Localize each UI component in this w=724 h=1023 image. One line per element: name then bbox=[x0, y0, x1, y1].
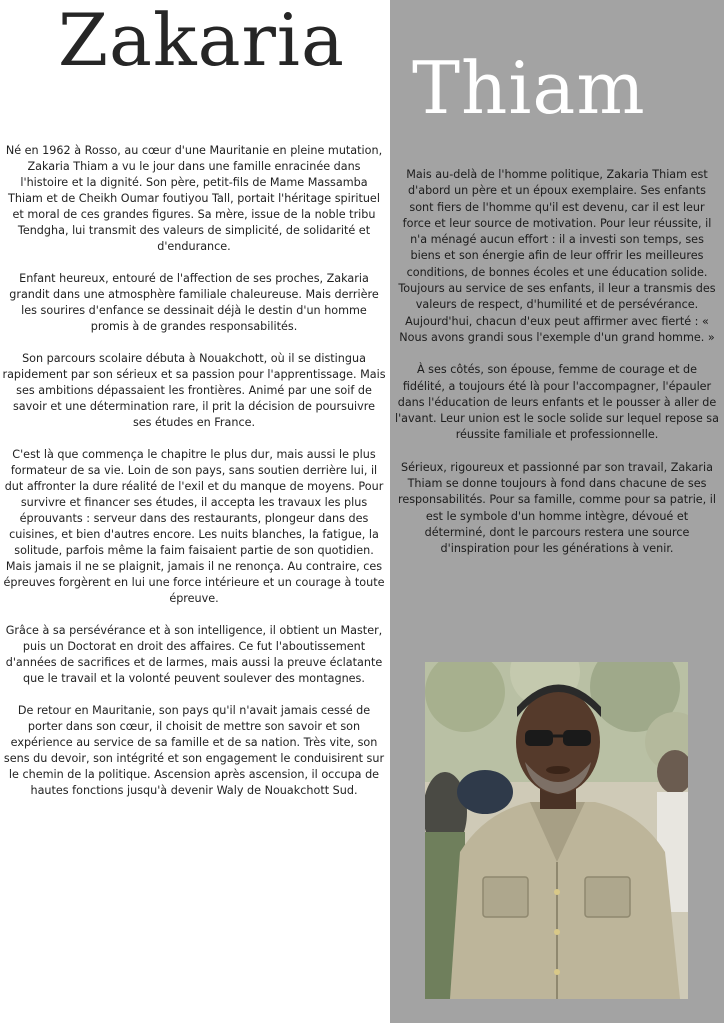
paragraph-spouse: À ses côtés, son épouse, femme de courage et de fidélité, a toujours été là pour l'accompagner, l'épauler dans l'éducation de leurs enfants et le pousser à aller de l'avant. Leur union est le socle solide sur lequel repose sa réussite familiale et professionnelle. bbox=[395, 363, 719, 442]
title-last-name: Thiam bbox=[412, 46, 646, 130]
paragraph-character: Sérieux, rigoureux et passionné par son travail, Zakaria Thiam se donne toujours à fond dans chacune de ses responsabilités. Pour sa famille, comme pour sa patrie, il est le symbole d'un homme intègre, dévoué et déterminé, dont le parcours restera une source d'inspiration pour les générations à venir. bbox=[397, 460, 717, 556]
paragraph-exile: C'est là que commença le chapitre le plus dur, mais aussi le plus formateur de sa vie. Loin de son pays, sans soutien derrière lui, il dut affronter la dure réalité de l'exil et du manque de moyens. Pour survivre et financer ses études, il accepta les travaux les plus éprouvants : serveur dans des restaurants, plongeur dans des cuisines, et bien d'autres encore. Les nuits blanches, la fatigue, la solitude, parfois même la faim faisaient partie de son quotidien. Mais jamais il ne se plaignit, jamais il ne renonça. Au contraire, ces épreuves forgèrent en lui une force intérieure et un courage à toute épreuve. bbox=[3, 448, 385, 605]
portrait-illustration bbox=[425, 662, 688, 999]
right-column bbox=[390, 0, 724, 1023]
paragraph-birth: Né en 1962 à Rosso, au cœur d'une Mauritanie en pleine mutation, Zakaria Thiam a vu le jour dans une famille enracinée dans l'histoire et la dignité. Son père, petit-fils de Mame Massamba Thiam et de Cheikh Oumar foutiyou Tall, portait l'héritage spirituel et moral de ces grandes figures. Sa mère, issue de la noble tribu Tendgha, lui transmit des valeurs de simplicité, de solidarité et d'endurance. bbox=[5, 144, 383, 253]
portrait-photo bbox=[425, 662, 688, 999]
paragraph-family-father: Mais au-delà de l'homme politique, Zakaria Thiam est d'abord un père et un époux exemplaire. Ses enfants sont fiers de l'homme qu'il est devenu, car il est leur force et leur source de motivation. Pour leur réussite, il n'a ménagé aucun effort : il a investi son temps, ses biens et son énergie afin de leur offrir les meilleures conditions, de bonnes écoles et une éducation solide. Toujours au service de ses enfants, il leur a transmis des valeurs de respect, d'humilité et de persévérance. Aujourd'hui, chacun d'eux peut affirmer avec fierté : « Nous avons grandi sous l'exemple d'un grand homme. » bbox=[398, 168, 716, 344]
paragraph-schooling: Son parcours scolaire débuta à Nouakchott, où il se distingua rapidement par son sérieux et sa passion pour l'apprentissage. Mais ses ambitions dépassaient les frontières. Animé par une soif de savoir et une détermination rare, il prit la décision de poursuivre ses études en France. bbox=[2, 352, 386, 429]
biography-right-text bbox=[395, 167, 719, 574]
paragraph-return: De retour en Mauritanie, son pays qu'il n'avait jamais cessé de porter dans son cœur, il choisit de mettre son savoir et son expérience au service de sa famille et de sa nation. Très vite, son sens du devoir, son intégrité et son engagement le conduisirent sur le chemin de la politique. Ascension après ascension, il occupa de hautes fonctions jusqu'à devenir Waly de Nouakchott Sud. bbox=[3, 704, 385, 797]
biography-left-text bbox=[2, 143, 386, 815]
title-first-name: Zakaria bbox=[58, 0, 345, 82]
paragraph-childhood: Enfant heureux, entouré de l'affection de ses proches, Zakaria grandit dans une atmosphère familiale chaleureuse. Mais derrière les sourires d'enfance se dessinait déjà le destin d'un homme promis à de grandes responsabilités. bbox=[9, 272, 379, 333]
paragraph-degrees: Grâce à sa persévérance et à son intelligence, il obtient un Master, puis un Doctorat en droit des affaires. Ce fut l'aboutissement d'années de sacrifices et de larmes, mais aussi la preuve éclatante que le travail et la volonté peuvent soulever des montagnes. bbox=[5, 624, 383, 685]
